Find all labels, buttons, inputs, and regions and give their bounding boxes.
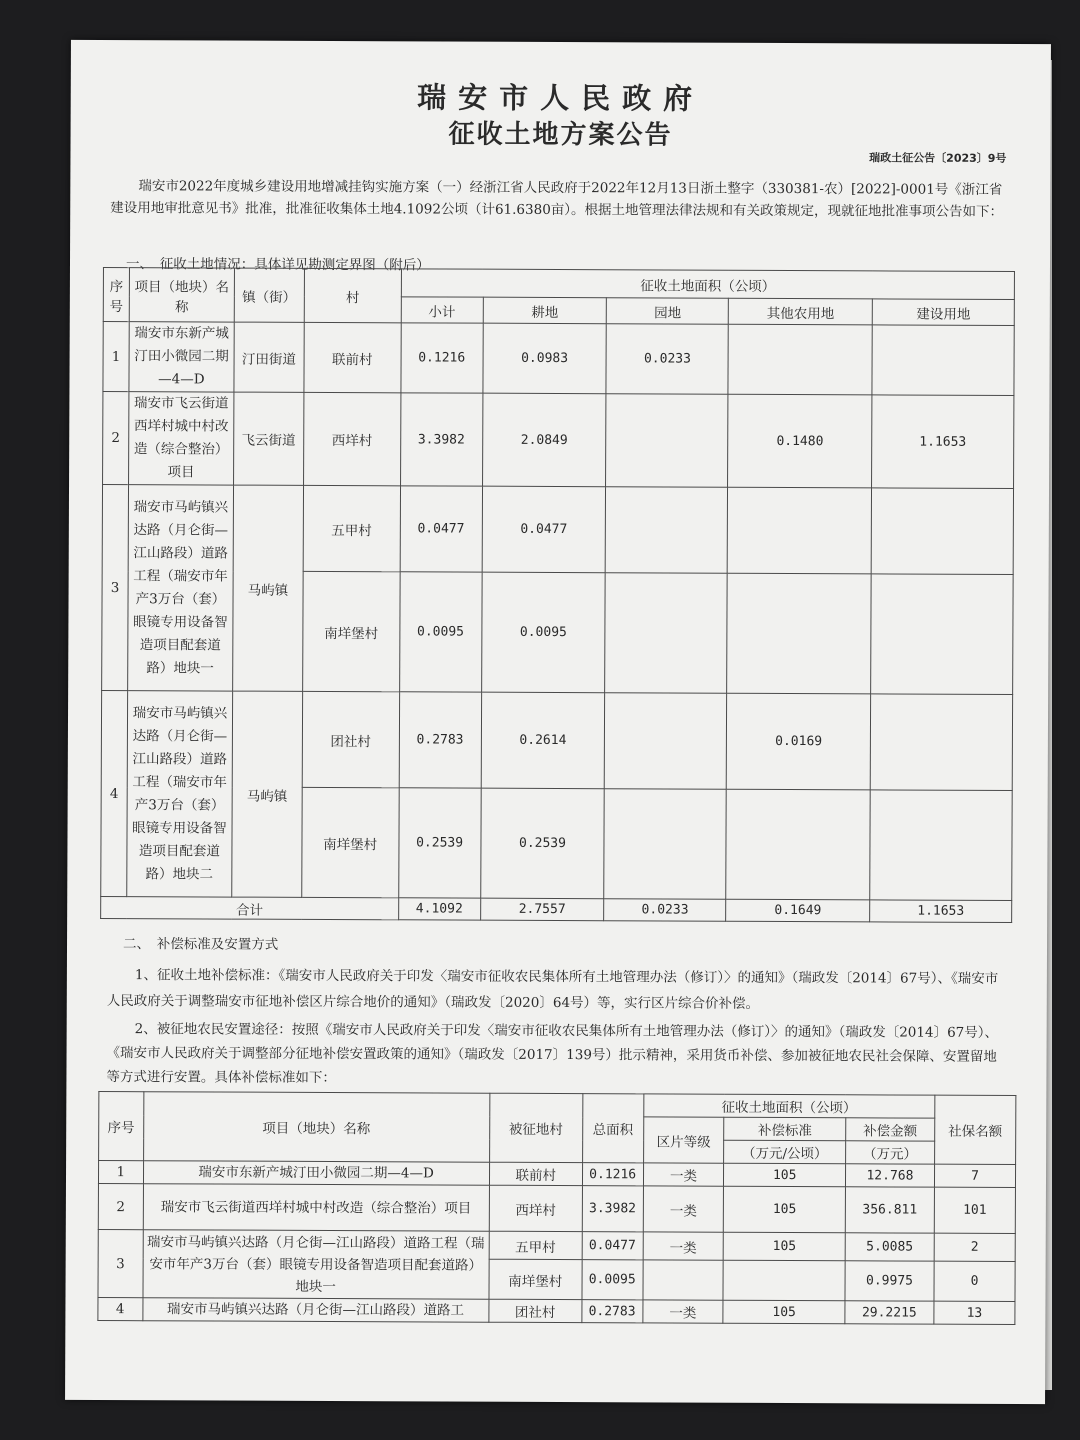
row-garden [605, 693, 727, 790]
row-build [871, 488, 1013, 575]
row-grade: 一类 [643, 1186, 724, 1232]
row-subtotal: 0.0095 [399, 572, 481, 692]
header-construction: 建设用地 [872, 299, 1014, 326]
header-grade: 区片等级 [643, 1117, 724, 1163]
compensation-table [97, 1091, 1016, 1325]
row-subtotal: 0.2783 [399, 692, 481, 788]
row-other [727, 573, 871, 694]
row-social: 101 [934, 1187, 1015, 1233]
row-area: 0.0095 [582, 1260, 643, 1300]
row-village: 团社村 [489, 1299, 582, 1322]
row-seq: 3 [102, 485, 129, 691]
row-other [728, 324, 872, 395]
land-acquisition-table [100, 267, 1015, 923]
row-town: 马屿镇 [232, 485, 303, 691]
row-amount: 0.9975 [845, 1261, 934, 1301]
row-build [870, 694, 1012, 791]
row-arable: 0.0477 [482, 486, 606, 573]
table-row [98, 1183, 1015, 1233]
row-grade: 一类 [643, 1163, 724, 1186]
row-project: 瑞安市东新产城汀田小微园二期—4—D [129, 322, 234, 392]
header-subtotal: 小计 [401, 297, 483, 323]
row-town: 马屿镇 [232, 691, 303, 897]
row-garden [606, 394, 728, 488]
row-subtotal: 0.1216 [401, 323, 483, 393]
row-area: 3.3982 [582, 1186, 643, 1232]
row-social: 0 [934, 1261, 1015, 1301]
row-subtotal: 0.2539 [398, 788, 480, 898]
row-other: 0.0169 [727, 693, 871, 790]
header-village: 村 [304, 268, 401, 322]
row-amount: 5.0085 [845, 1233, 934, 1261]
row-standard [723, 1260, 845, 1301]
row-amount: 356.811 [845, 1187, 934, 1233]
header-town: 镇（街） [234, 268, 304, 322]
table-row [101, 691, 1012, 791]
document-page [65, 40, 1051, 1404]
row-social: 13 [934, 1301, 1015, 1324]
row-seq: 2 [98, 1183, 143, 1229]
row-grade: 一类 [643, 1232, 724, 1260]
total-build: 1.1653 [870, 900, 1012, 923]
header-project: 项目（地块）名称 [129, 268, 234, 322]
row-garden: 0.0233 [606, 324, 728, 395]
row-build [871, 574, 1013, 695]
table-row [102, 485, 1013, 575]
row-arable: 0.2614 [481, 692, 605, 789]
row-seq: 1 [98, 1160, 143, 1183]
header-area-group: 征收土地面积（公顷） [643, 1094, 935, 1118]
document-title: 瑞安市人民政府 [417, 80, 705, 116]
header-other-agri: 其他农用地 [729, 298, 873, 325]
row-arable: 0.2539 [480, 788, 604, 899]
table-row [98, 1229, 1015, 1261]
table-row [98, 1297, 1015, 1324]
row-village: 联前村 [304, 322, 401, 392]
row-village: 西垟村 [303, 392, 400, 485]
row-arable: 2.0849 [482, 393, 606, 487]
table-row [103, 322, 1014, 396]
header-standard-unit: （万元/公顷） [724, 1140, 846, 1164]
row-build [872, 325, 1014, 396]
row-arable: 0.0095 [481, 572, 605, 693]
document-number: 瑞政土征公告〔2023〕9号 [869, 151, 1007, 165]
section2-heading: 二、 补偿标准及安置方式 [122, 936, 279, 953]
table-row [103, 392, 1014, 489]
total-label: 合计 [101, 897, 399, 920]
row-project: 瑞安市东新产城汀田小微园二期—4—D [143, 1161, 489, 1186]
row-village: 五甲村 [489, 1231, 582, 1259]
header-total-area: 总面积 [582, 1094, 643, 1163]
compensation-standard-paragraph: 1、征收土地补偿标准：《瑞安市人民政府关于印发〈瑞安市征收农民集体所有土地管理办法（修订）〉的通知》（瑞政发〔2014〕67号）、《瑞安市人民政府关于调整瑞安市征地补偿区片综合地价的通知》（瑞政发〔2020〕64号）等，实行区片综合价补偿。 [106, 967, 999, 1012]
row-garden [606, 487, 728, 574]
row-project: 瑞安市马屿镇兴达路（月仑街—江山路段）道路工 [142, 1298, 488, 1323]
row-seq: 1 [103, 322, 129, 392]
header-arable: 耕地 [483, 297, 607, 324]
row-seq: 2 [103, 392, 129, 485]
row-other [726, 789, 870, 900]
row-area: 0.0477 [582, 1232, 643, 1260]
row-arable: 0.0983 [483, 323, 607, 394]
header-standard: 补偿标准 [724, 1117, 846, 1141]
row-standard: 105 [724, 1163, 846, 1187]
row-village: 南垟堡村 [302, 571, 399, 691]
row-garden [604, 789, 726, 900]
row-subtotal: 0.0477 [400, 486, 482, 572]
row-grade [642, 1260, 723, 1300]
row-build: 1.1653 [872, 395, 1014, 489]
total-arable: 2.7557 [480, 898, 604, 921]
row-amount: 12.768 [845, 1164, 934, 1187]
header-social: 社保名额 [935, 1095, 1016, 1164]
section1-heading: 一、 征收土地情况：具体详见勘测定界图（附后） [125, 256, 430, 274]
header-amount: 补偿金额 [846, 1118, 935, 1141]
document-subtitle: 征收土地方案公告 [448, 119, 673, 151]
table-row [98, 1160, 1015, 1187]
row-other [727, 487, 871, 574]
row-seq: 4 [98, 1297, 143, 1320]
intro-paragraph: 瑞安市2022年度城乡建设用地增减挂钩实施方案（一）经浙江省人民政府于2022年12月13日浙土整字（330381-农）[2022]-0001号《浙江省建设用地审批意见书》批准，批准征收集体土地4.1092公顷（计61.6380亩）。根据土地管理法律法规和有关政策规定，现就征地批准事项公告如下： [110, 178, 1004, 220]
row-village: 西垟村 [489, 1185, 582, 1231]
header-seq: 序号 [103, 268, 129, 322]
row-standard: 105 [724, 1232, 846, 1261]
row-other: 0.1480 [728, 394, 872, 488]
row-amount: 29.2215 [845, 1301, 934, 1324]
header-garden: 园地 [607, 298, 729, 325]
row-town: 汀田街道 [234, 322, 304, 392]
header-amount-unit: （万元） [845, 1141, 934, 1164]
total-other: 0.1649 [726, 899, 870, 922]
row-project: 瑞安市马屿镇兴达路（月仑街—江山路段）道路工程（瑞安市年产3万台（套）眼镜专用设备智造项目配套道路）地块二 [127, 691, 233, 897]
row-area: 0.1216 [582, 1163, 643, 1186]
row-seq: 3 [98, 1229, 143, 1297]
resettlement-paragraph: 2、被征地农民安置途径：按照《瑞安市人民政府关于印发〈瑞安市征收农民集体所有土地管理办法（修订）〉的通知》（瑞政发〔2014〕67号）、《瑞安市人民政府关于调整部分征地补偿安置政策的通知》（瑞政发〔2017〕139号）批示精神，采用货币补偿、参加被征地农民社会保障、安置留地等方式进行安置。具体补偿标准如下： [106, 1021, 999, 1087]
row-grade: 一类 [642, 1300, 723, 1323]
row-social: 7 [934, 1164, 1015, 1187]
row-project: 瑞安市马屿镇兴达路（月仑街—江山路段）道路工程（瑞安市年产3万台（套）眼镜专用设备智造项目配套道路）地块一 [128, 485, 234, 691]
row-village: 团社村 [302, 691, 399, 787]
row-village: 联前村 [489, 1162, 582, 1185]
header-seq: 序号 [99, 1092, 144, 1161]
row-village: 五甲村 [303, 485, 400, 571]
row-standard: 105 [723, 1300, 845, 1324]
total-garden: 0.0233 [604, 899, 726, 922]
row-village: 南垟堡村 [489, 1259, 582, 1299]
row-town: 飞云街道 [233, 392, 303, 485]
header-project: 项目（地块）名称 [143, 1092, 489, 1163]
total-row [101, 897, 1012, 923]
header-village: 被征地村 [489, 1093, 582, 1162]
row-area: 0.2783 [582, 1300, 643, 1323]
row-project: 瑞安市飞云街道西垟村城中村改造（综合整治）项目 [143, 1184, 489, 1232]
row-village: 南垟堡村 [302, 787, 399, 897]
row-social: 2 [934, 1233, 1015, 1261]
row-project: 瑞安市马屿镇兴达路（月仑街—江山路段）道路工程（瑞安市年产3万台（套）眼镜专用设备智造项目配套道路）地块一 [143, 1230, 489, 1300]
row-subtotal: 3.3982 [400, 393, 482, 486]
row-build [870, 790, 1012, 901]
total-subtotal: 4.1092 [398, 898, 480, 920]
row-garden [605, 573, 727, 694]
row-seq: 4 [101, 691, 128, 897]
header-area-group: 征收土地面积（公顷） [401, 269, 1014, 300]
row-project: 瑞安市飞云街道西垟村城中村改造（综合整治）项目 [129, 392, 234, 485]
row-standard: 105 [724, 1186, 846, 1233]
